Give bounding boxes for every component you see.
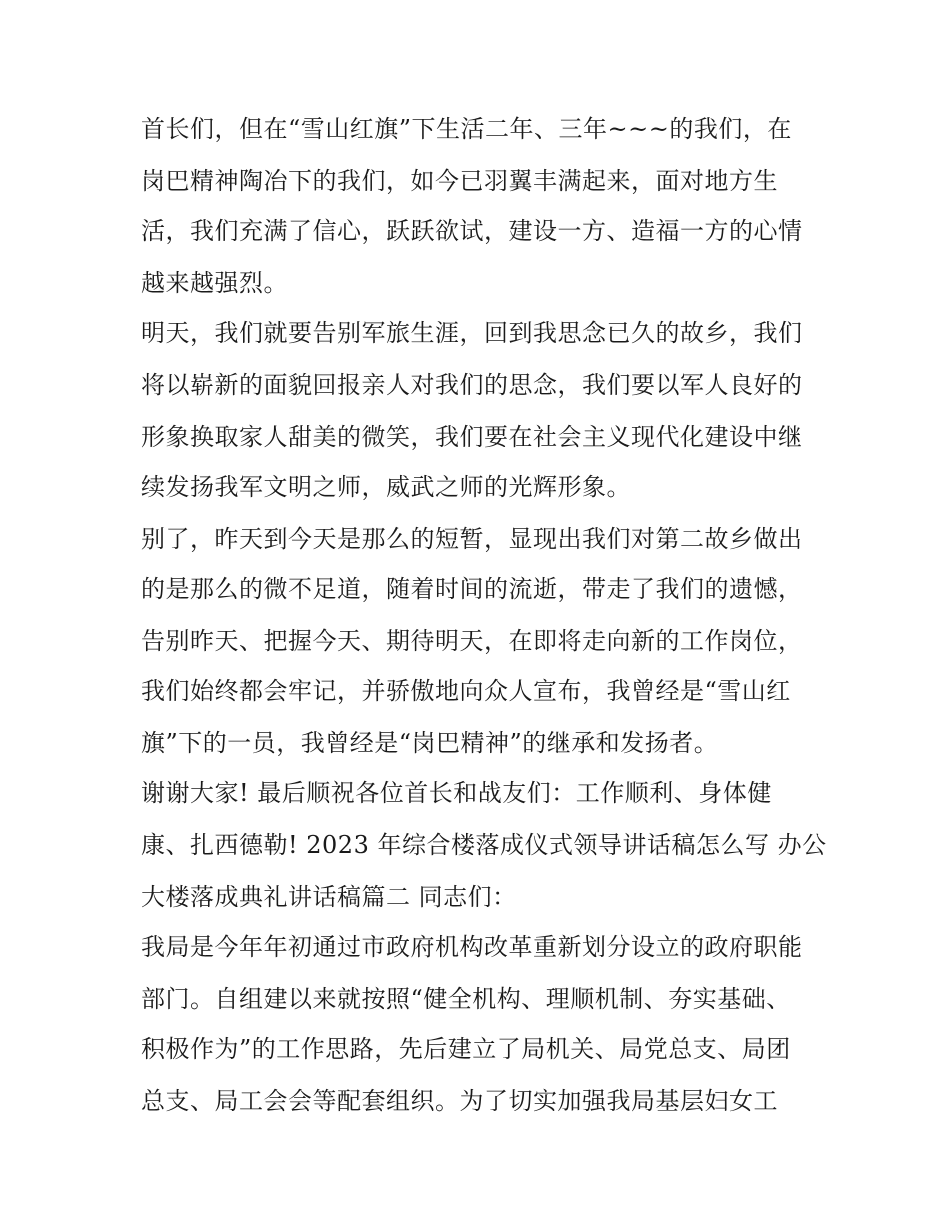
text-line: 别了，昨天到今天是那么的短暂，显现出我们对第二故乡做出 <box>141 525 803 553</box>
text-line: 谢谢大家! 最后顺祝各位首长和战友们：工作顺利、身体健 <box>141 779 772 807</box>
text-line: 积极作为”的工作思路，先后建立了局机关、局党总支、局团 <box>141 1035 791 1063</box>
text-line: 续发扬我军文明之师，威武之师的光辉形象。 <box>141 473 631 501</box>
text-line: 康、扎西德勒! 2023 年综合楼落成仪式领导讲话稿怎么写 办公 <box>141 831 827 859</box>
text-line: 首长们，但在“雪山红旗”下生活二年、三年~~~的我们，在 <box>141 115 792 143</box>
text-line: 的是那么的微不足道，随着时间的流逝，带走了我们的遗憾， <box>141 575 803 603</box>
text-line: 大楼落成典礼讲话稿篇二 同志们： <box>141 883 517 911</box>
text-line: 我局是今年年初通过市政府机构改革重新划分设立的政府职能 <box>141 933 803 961</box>
text-line: 形象换取家人甜美的微笑，我们要在社会主义现代化建设中继 <box>141 423 803 451</box>
text-line: 越来越强烈。 <box>141 269 288 297</box>
text-line: 总支、局工会会等配套组织。为了切实加强我局基层妇女工 <box>141 1087 778 1115</box>
text-line: 明天，我们就要告别军旅生涯，回到我思念已久的故乡，我们 <box>141 319 803 347</box>
text-line: 岗巴精神陶冶下的我们，如今已羽翼丰满起来，面对地方生 <box>141 167 778 195</box>
text-line: 活，我们充满了信心，跃跃欲试，建设一方、造福一方的心情 <box>141 217 803 245</box>
text-line: 部门。自组建以来就按照“健全机构、理顺机制、夯实基础、 <box>141 985 791 1013</box>
text-line: 告别昨天、把握今天、期待明天，在即将走向新的工作岗位， <box>141 627 803 655</box>
text-line: 我们始终都会牢记，并骄傲地向众人宣布，我曾经是“雪山红 <box>141 677 791 705</box>
text-line: 旗”下的一员，我曾经是“岗巴精神”的继承和发扬者。 <box>141 729 719 757</box>
text-line: 将以崭新的面貌回报亲人对我们的思念，我们要以军人良好的 <box>141 371 803 399</box>
